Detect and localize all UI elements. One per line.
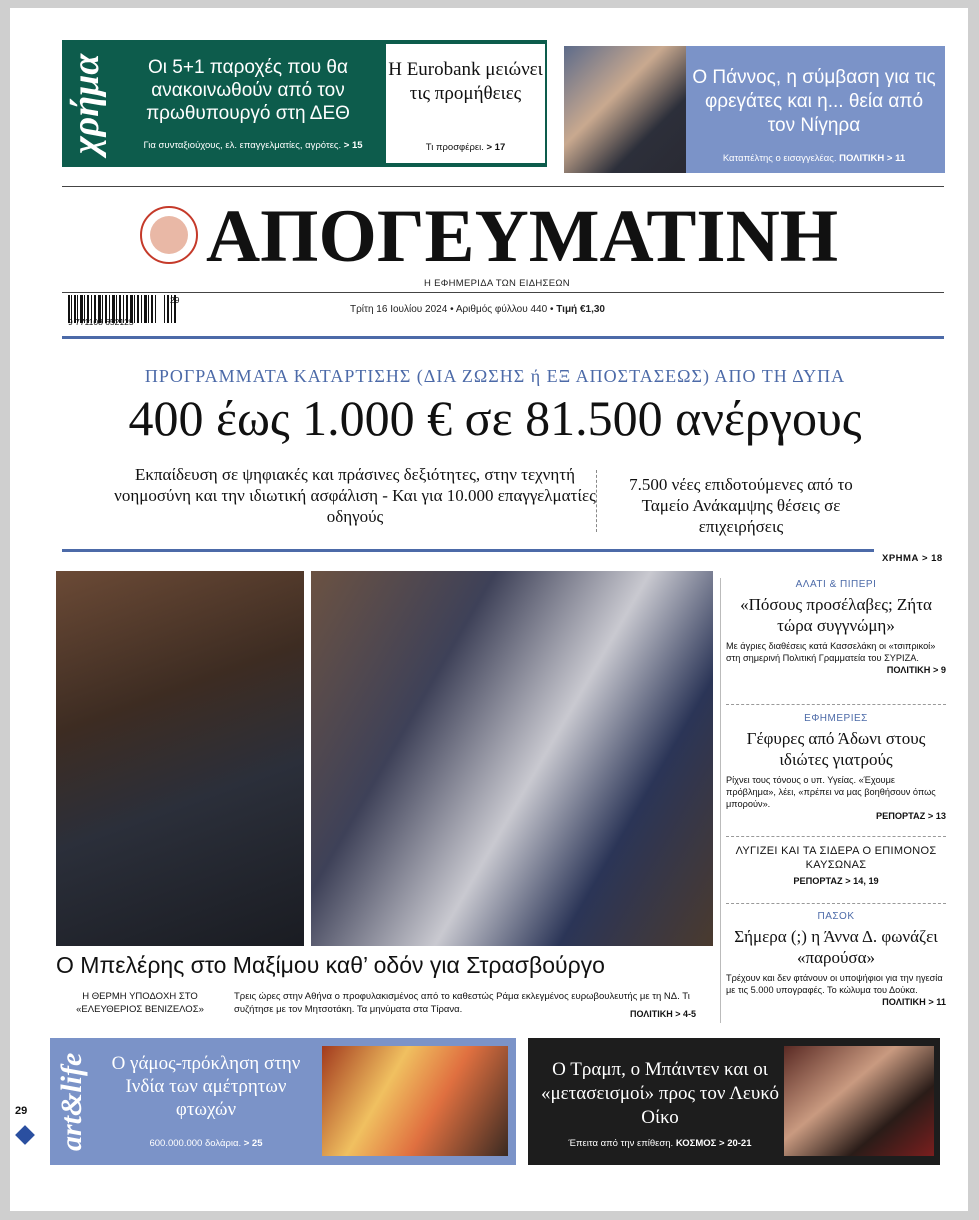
right-story-kafsonas[interactable]	[726, 844, 946, 887]
trump-headline: Ο Τραμπ, ο Μπάιντεν και οι «μετασεισμοί» προς τον Λευκό Οίκο	[541, 1059, 779, 1128]
pannos-section-ref: ΠΟΛΙΤΙΚΗ > 11	[839, 153, 906, 164]
story-headline: Σήμερα (;) η Άννα Δ. φωνάζει «παρούσα»	[734, 927, 938, 967]
top-right-banner[interactable]	[564, 46, 945, 173]
story-kicker: ΕΦΗΜΕΡΙΕΣ	[804, 713, 868, 724]
trump-sub-text: Έπειτα από την επίθεση.	[568, 1138, 674, 1149]
photo-caption-right: Τρεις ώρες στην Αθήνα ο προφυλακισμένος από το καθεστώς Ράμα εκλεγμένος ευρωβουλευτής με τη ΝΔ. Τι συζήτησε με τον Μητσοτάκη. Τα μηνύματα στα Τίρανα.	[234, 991, 690, 1015]
beleris-maximos-photo[interactable]	[311, 571, 713, 946]
lead-top-rule	[62, 336, 944, 339]
barcode-number: 9 771108 652125	[68, 317, 134, 327]
wedding-sub-text: 600.000.000 δολάρια.	[149, 1138, 242, 1149]
trump-photo	[784, 1046, 934, 1156]
masthead-bottom-rule	[62, 292, 944, 293]
bottom-right-banner[interactable]	[528, 1038, 940, 1165]
section-label-xrima: χρήμα	[65, 53, 107, 154]
pannos-headline: Ο Πάννος, η σύμβαση για τις φρεγάτες και η... θεία από τον Νίγηρα	[692, 67, 936, 136]
newspaper-front-page	[10, 8, 968, 1211]
trump-ref: ΚΟΣΜΟΣ > 20-21	[675, 1138, 752, 1149]
pannos-photo	[564, 46, 686, 173]
dateline: Τρίτη 16 Ιουλίου 2024 • Αριθμός φύλλου 440 • Τιμή €1,30	[350, 304, 605, 315]
right-story-alati-piperi[interactable]	[726, 579, 946, 676]
pannos-sub-text: Καταπέλτης ο εισαγγελέας.	[722, 153, 837, 164]
lead-section-ref: ΧΡΗΜΑ > 18	[882, 553, 943, 564]
wedding-headline: Ο γάμος-πρόκληση στην Ινδία των αμέτρητων φτωχών	[111, 1053, 301, 1120]
story-ref: ΡΕΠΟΡΤΑΖ > 13	[875, 811, 946, 821]
photo-story-ref: ΠΟΛΙΤΙΚΗ > 4-5	[630, 1009, 697, 1019]
photo-story-headline[interactable]: Ο Μπελέρης στο Μαξίμου καθ’ οδόν για Στρασβούργο	[56, 952, 605, 978]
issue-date: Τρίτη 16 Ιουλίου 2024	[350, 304, 448, 315]
seal-emblem-icon	[150, 216, 188, 254]
story-ref: ΠΟΛΙΤΙΚΗ > 9	[886, 665, 946, 675]
masthead-tagline: Η ΕΦΗΜΕΡΙΔΑ ΤΩΝ ΕΙΔΗΣΕΩΝ	[424, 278, 570, 289]
top-left-banner[interactable]	[62, 40, 547, 167]
photo-caption-left: Η ΘΕΡΜΗ ΥΠΟΔΟΧΗ ΣΤΟ «ΕΛΕΥΘΕΡΙΟΣ ΒΕΝΙΖΕΛΟΣ»	[76, 991, 204, 1015]
story-ref: ΠΟΛΙΤΙΚΗ > 11	[882, 997, 946, 1007]
trump-subline	[538, 1138, 782, 1149]
wedding-subline	[102, 1138, 310, 1149]
banner-headline: Οι 5+1 παροχές που θα ανακοινωθούν από τον πρωθυπουργό στη ΔΕΘ	[146, 57, 350, 124]
lead-bottom-rule	[62, 549, 874, 552]
barcode-issue-code: 29	[170, 295, 180, 305]
story-headline: «Πόσους προσέλαβες; Ζήτα τώρα συγγνώμη»	[740, 595, 932, 635]
issue-price: Τιμή €1,30	[556, 304, 605, 315]
lead-headline[interactable]: 400 έως 1.000 € σε 81.500 ανέργους	[128, 390, 862, 446]
eurobank-page-ref: > 17	[486, 142, 506, 153]
banner-page-ref: > 15	[343, 140, 363, 151]
bottom-left-banner[interactable]	[50, 1038, 516, 1165]
banner-subline	[108, 140, 398, 151]
beleris-hug-photo[interactable]	[56, 571, 304, 946]
right-story-pasok[interactable]	[726, 911, 946, 1008]
story-body: Τρέχουν και δεν φτάνουν οι υποψήφιοι για την ηγεσία με τις 5.000 υπογραφές. Το κώλυμα του Δούκα.	[726, 973, 943, 995]
eurobank-headline: Η Eurobank μειώνει τις προμήθειες	[388, 59, 543, 104]
story-ref: ΡΕΠΟΡΤΑΖ > 14, 19	[793, 876, 879, 886]
wedding-photo	[322, 1046, 508, 1156]
lead-deck-left: Εκπαίδευση σε ψηφιακές και πράσινες δεξιότητες, στην τεχνητή νοημοσύνη και την ιδιωτική ασφάλιση - Και για 10.000 επαγγελματίες οδηγούς	[114, 465, 596, 526]
story-kicker: ΑΛΑΤΙ & ΠΙΠΕΡΙ	[795, 579, 877, 590]
right-story-efimeries[interactable]	[726, 713, 946, 822]
masthead-title: ΑΠΟΓΕΥΜΑΤΙΝΗ	[206, 195, 839, 278]
lead-kicker: ΠΡΟΓΡΑΜΜΑΤΑ ΚΑΤΑΡΤΙΣΗΣ (ΔΙΑ ΖΩΣΗΣ ή ΕΞ ΑΠΟΣΤΑΣΕΩΣ) ΑΠΟ ΤΗ ΔΥΠΑ	[144, 366, 846, 386]
newspaper-seal-logo	[140, 206, 198, 264]
story-body: Με άγριες διαθέσεις κατά Κασσελάκη οι «τσιπρικοί» στη σημερινή Πολιτική Γραμματεία του ΣΥΡΙΖΑ.	[726, 641, 936, 663]
deck-separator	[596, 470, 597, 532]
pannos-subline	[689, 153, 939, 164]
story-headline: Γέφυρες από Άδωνι στους ιδιώτες γιατρούς	[746, 729, 926, 769]
right-separator-3	[726, 903, 946, 904]
eurobank-sub-text: Τι προσφέρει.	[425, 142, 484, 153]
diamond-icon	[15, 1125, 35, 1145]
right-separator-2	[726, 836, 946, 837]
banner-sub-text: Για συνταξιούχους, ελ. επαγγελματίες, αγρότες.	[143, 140, 342, 151]
lead-deck-right: 7.500 νέες επιδοτούμενες από το Ταμείο Ανάκαμψης θέσεις σε επιχειρήσεις	[629, 475, 853, 536]
story-kicker: ΠΑΣΟΚ	[817, 911, 855, 922]
masthead-top-rule	[62, 186, 944, 187]
story-body: Ρίχνει τους τόνους ο υπ. Υγείας. «Έχουμε πρόβλημα», λέει, «πρέπει να μας βοηθήσουν όπως μπορούν».	[726, 775, 936, 809]
right-separator-1	[726, 704, 946, 705]
section-label-artlife: art&life	[55, 1052, 88, 1151]
story-caps-headline: ΛΥΓΙΖΕΙ ΚΑΙ ΤΑ ΣΙΔΕΡΑ Ο ΕΠΙΜΟΝΟΣ ΚΑΥΣΩΝΑΣ	[735, 845, 937, 871]
page-number: 29	[15, 1105, 28, 1117]
issue-number: Αριθμός φύλλου 440	[455, 304, 548, 315]
wedding-ref: > 25	[243, 1138, 263, 1149]
eurobank-box[interactable]	[386, 44, 545, 163]
eurobank-subline	[386, 142, 545, 153]
right-column-divider	[720, 578, 721, 1023]
